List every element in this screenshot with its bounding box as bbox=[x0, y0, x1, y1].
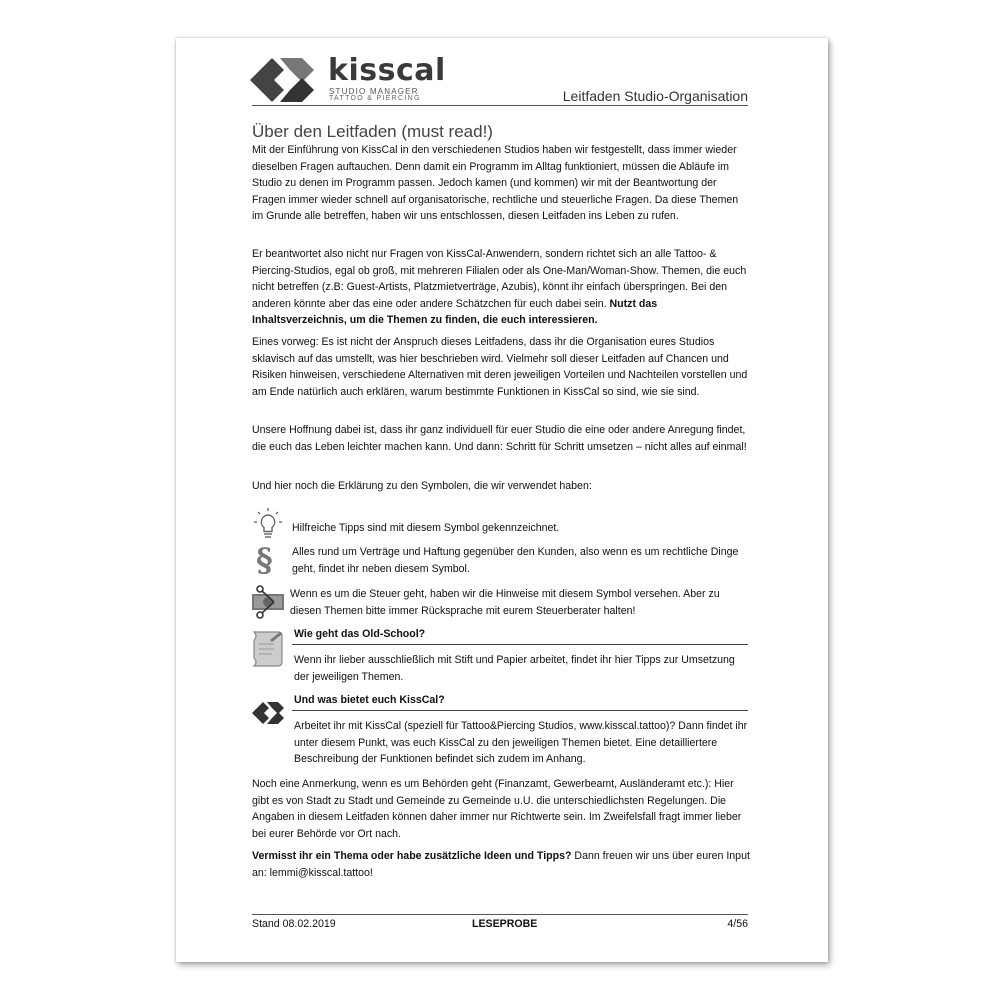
kisscal-heading: Und was bietet euch KissCal? bbox=[294, 694, 445, 706]
section-heading: Über den Leitfaden (must read!) bbox=[252, 122, 493, 141]
tax-symbol-text: Wenn es um die Steuer geht, haben wir die Hinweise mit diesem Symbol versehen. Aber zu diesen Themen bitte immer Rücksprache mit eurem Steuerberater halten! bbox=[290, 588, 720, 617]
logo-subtitle: STUDIO MANAGER bbox=[329, 87, 419, 96]
logo-wordmark: kisscal bbox=[328, 53, 446, 88]
oldschool-text: Wenn ihr lieber ausschließlich mit Stift und Papier arbeitet, findet ihr hier Tipps zur Umsetzung der jeweiligen Themen. bbox=[294, 654, 735, 683]
header-divider bbox=[252, 105, 748, 106]
oldschool-divider bbox=[292, 644, 748, 645]
paragraph-sign-icon: § bbox=[256, 541, 273, 579]
paragraph-6: Noch eine Anmerkung, wenn es um Behörden geht (Finanzamt, Gewerbeamt, Ausländeramt etc.): Hier gibt es von Stadt zu Stadt und Gemeinde zu Gemeinde u.U. die unterschiedlichsten Regelungen. Die Angaben in diesem Leitfaden können daher immer nur Richtwerte sein. Im Zweifelsfall fragt immer lieber bei eurer Behörde vor Ort nach. bbox=[252, 778, 742, 840]
document-page bbox=[176, 38, 828, 962]
footer-divider bbox=[252, 914, 748, 915]
footer-date: Stand 08.02.2019 bbox=[252, 918, 336, 930]
paper-scroll-icon bbox=[250, 630, 284, 668]
paragraph-5: Und hier noch die Erklärung zu den Symbolen, die wir verwendet haben: bbox=[252, 480, 592, 492]
money-scissors-icon bbox=[250, 584, 286, 620]
paragraph-7: Vermisst ihr ein Thema oder habe zusätzliche Ideen und Tipps? Dann freuen wir uns über euren Input an: lemmi@kisscal.tattoo! bbox=[252, 850, 750, 879]
footer-label: LESEPROBE bbox=[472, 918, 538, 930]
page-number: 4/56 bbox=[727, 918, 748, 930]
document-title: Leitfaden Studio-Organisation bbox=[562, 88, 748, 104]
kisscal-diamond-icon bbox=[252, 700, 284, 726]
law-symbol-text: Alles rund um Verträge und Haftung gegenüber den Kunden, also wenn es um rechtliche Dinge geht, findet ihr neben diesem Symbol. bbox=[292, 546, 739, 575]
kisscal-text: Arbeitet ihr mit KissCal (speziell für Tattoo&Piercing Studios, www.kisscal.tattoo)? Dann findet ihr unter diesem Punkt, was euch KissCal zu den jeweiligen Themen bietet. Eine detailliertere Beschreibung der Funktionen befindet sich zudem im Anhang. bbox=[294, 720, 748, 766]
logo-tagline: TATTOO & PIERCING bbox=[329, 95, 421, 102]
paragraph-2: Er beantwortet also nicht nur Fragen von KissCal-Anwendern, sondern richtet sich an alle Tattoo- & Piercing-Studios, egal ob groß, mit mehreren Filialen oder als One-Man/Woman-Show. Themen, die euch nicht betreffen (z.B: Guest-Artists, Platzmietverträge, Azubis), könnt ihr einfach überspringen. Bei den anderen könnte aber das eine oder andere Schätzchen für euch dabei sein. Nutzt das Inhaltsverzeichnis, um die Themen zu finden, die euch interessieren. bbox=[252, 248, 747, 327]
paragraph-4: Unsere Hoffnung dabei ist, dass ihr ganz individuell für euer Studio die eine oder andere Anregung findet, die euch das Leben leichter machen kann. Und dann: Schritt für Schritt umsetzen – nicht alles auf einmal! bbox=[252, 424, 747, 453]
kisscal-logo-icon bbox=[250, 54, 314, 106]
lightbulb-icon bbox=[252, 506, 284, 540]
paragraph-3: Eines vorweg: Es ist nicht der Anspruch dieses Leitfadens, dass ihr die Organisation eures Studios sklavisch auf das umstellt, was hier beschrieben wird. Vielmehr soll dieser Leitfaden auf Chancen und Risiken hinweisen, verschiedene Alternativen mit deren jeweiligen Vorteilen und Nachteilen vorstellen und am Ende natürlich auch erklären, warum bestimmte Funktionen in KissCal so sind, wie sie sind. bbox=[252, 336, 748, 398]
kisscal-divider bbox=[292, 710, 748, 711]
tip-symbol-text: Hilfreiche Tipps sind mit diesem Symbol gekennzeichnet. bbox=[292, 522, 560, 534]
paragraph-1: Mit der Einführung von KissCal in den verschiedenen Studios haben wir festgestellt, dass immer wieder dieselben Fragen auftauchen. Denn damit ein Programm im Alltag funktioniert, müssen die Abläufe im Studio zu denen im Programm passen. Jedoch kamen (und kommen) wir mit der Beantwortung der Fragen immer wieder schnell auf organisatorische, rechtliche und steuerliche Fragen. Da diese Themen im Grunde alle betreffen, haben wir uns entschlossen, diesen Leitfaden ins Leben zu rufen. bbox=[252, 144, 739, 223]
oldschool-heading: Wie geht das Old-School? bbox=[294, 628, 426, 640]
